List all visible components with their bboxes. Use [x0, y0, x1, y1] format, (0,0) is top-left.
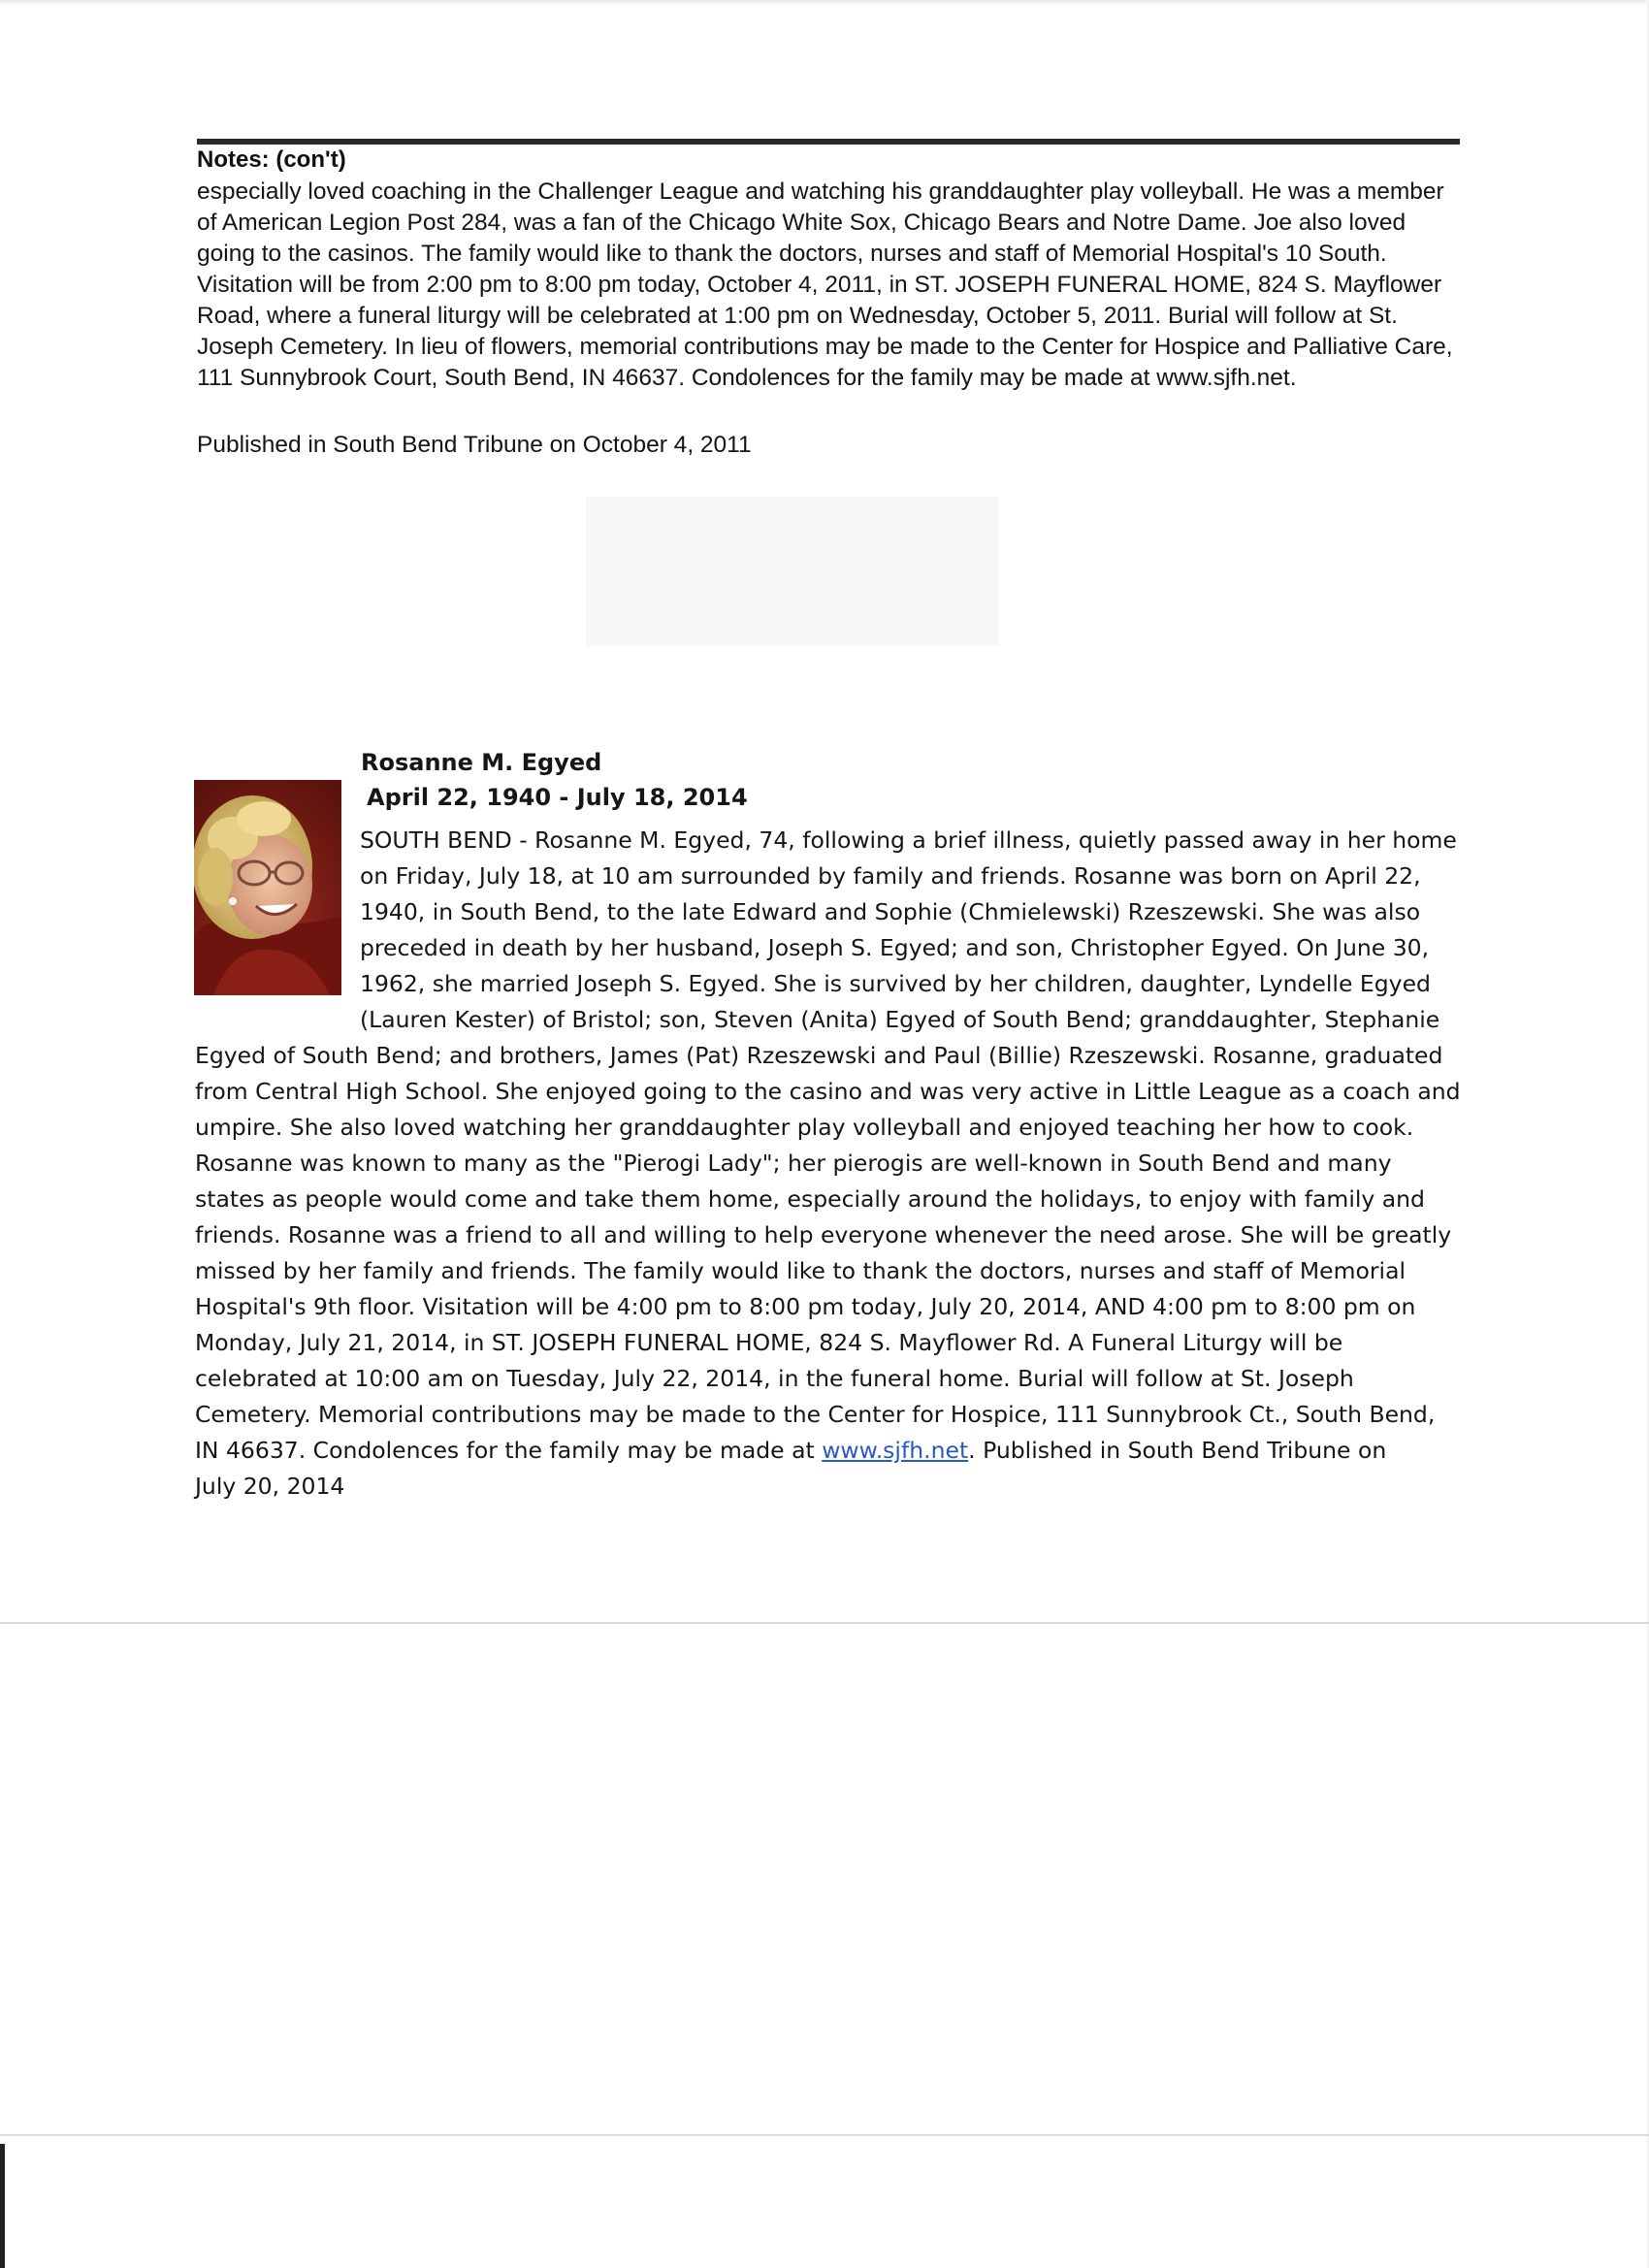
condolences-link[interactable]: www.sjfh.net	[822, 1437, 969, 1464]
notes-divider-rule	[197, 139, 1460, 145]
faint-scan-artifact	[586, 497, 999, 646]
obituary-dates: April 22, 1940 - July 18, 2014	[367, 784, 748, 811]
scan-fold-line	[0, 2134, 1649, 2136]
scan-fold-line	[0, 1622, 1649, 1624]
notes-heading: Notes: (con't)	[197, 146, 346, 173]
scan-top-edge	[0, 0, 1649, 6]
obituary-published-line: . Published in South Bend Tribune on	[968, 1437, 1387, 1464]
portrait-text-wrap-space	[195, 823, 360, 1038]
notes-published-line: Published in South Bend Tribune on October 4, 2011	[197, 432, 752, 458]
obituary-name: Rosanne M. Egyed	[361, 749, 602, 776]
obituary-body-text: SOUTH BEND - Rosanne M. Egyed, 74, following a brief illness, quietly passed away in her home on Friday, July 18, at 10 am surrounded by family and friends. Rosanne was born on April 22, 1940, in South Bend, to the late Edward and Sophie (Chmielewski) Rzeszewski. She was also preceded in death by her husband, Joseph S. Egyed; and son, Christopher Egyed. On June 30, 1962, she married Joseph S. Egyed. She is survived by her children, daughter, Lyndelle Egyed (Lauren Kester) of Bristol; son, Steven (Anita) Egyed of South Bend; granddaughter, Stephanie Egyed of South Bend; and brothers, James (Pat) Rzeszewski and Paul (Billie) Rzeszewski. Rosanne, graduated from Central High School. She enjoyed going to the casino and was very active in Little League as a coach and umpire. She also loved watching her granddaughter play volleyball and enjoyed teaching her how to cook. Rosanne was known to many as the "Pierogi Lady"; her pierogis are well-known in South Bend and many states as people would come and take them home, especially around the holidays, to enjoy with family and friends. Rosanne was a friend to all and willing to help everyone whenever the need arose. She will be greatly missed by her family and friends. The family would like to thank the doctors, nurses and staff of Memorial Hospital's 9th floor. Visitation will be 4:00 pm to 8:00 pm today, July 20, 2014, AND 4:00 pm to 8:00 pm on Monday, July 21, 2014, in ST. JOSEPH FUNERAL HOME, 824 S. Mayflower Rd. A Funeral Liturgy will be celebrated at 10:00 am on Tuesday, July 22, 2014, in the funeral home. Burial will follow at St. Joseph Cemetery. Memorial contributions may be made to the Center for Hospice, 111 Sunnybrook Ct., South Bend, IN 46637. Condolences for the family may be made at	[195, 826, 1461, 1464]
obituary-body	[195, 823, 1466, 1505]
obituary-published-date: July 20, 2014	[195, 1473, 345, 1500]
scan-left-edge	[0, 2144, 5, 2268]
notes-body-text: especially loved coaching in the Challenger League and watching his granddaughter play volleyball. He was a member of American Legion Post 284, was a fan of the Chicago White Sox, Chicago Bears and Notre Dame. Joe also loved going to the casinos. The family would like to thank the doctors, nurses and staff of Memorial Hospital's 10 South. Visitation will be from 2:00 pm to 8:00 pm today, October 4, 2011, in ST. JOSEPH FUNERAL HOME, 824 S. Mayflower Road, where a funeral liturgy will be celebrated at 1:00 pm on Wednesday, October 5, 2011. Burial will follow at St. Joseph Cemetery. In lieu of flowers, memorial contributions may be made to the Center for Hospice and Palliative Care, 111 Sunnybrook Court, South Bend, IN 46637. Condolences for the family may be made at www.sjfh.net.	[197, 178, 1453, 391]
